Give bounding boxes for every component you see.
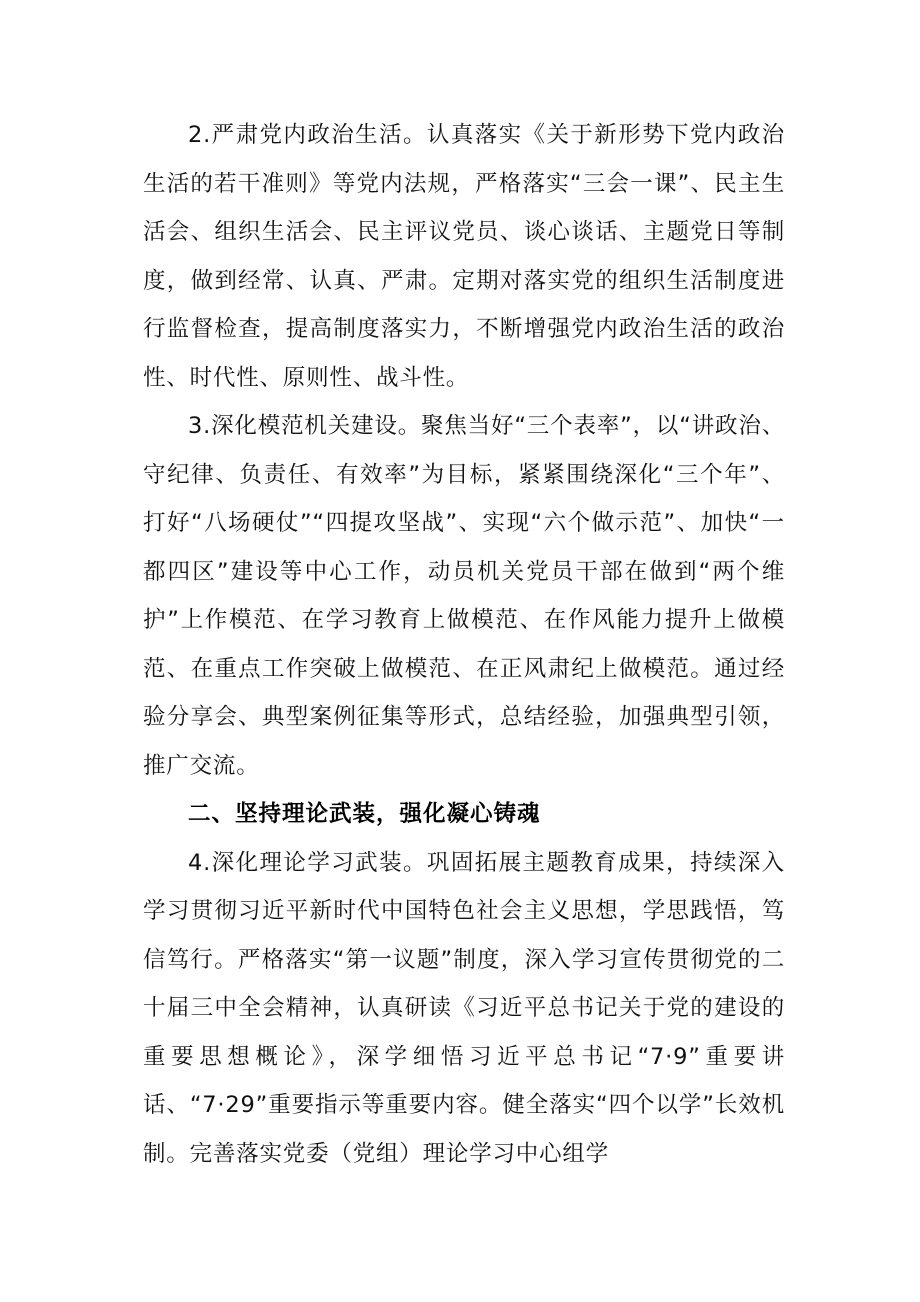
paragraph-model-organ-building: 3.深化模范机关建设。聚焦当好“三个表率”，以“讲政治、守纪律、负责任、有效率”为目标，紧紧围绕深化“三个年”、打好“八场硬仗”“四提攻坚战”、实现“六个做示范”、加快“一都四区”建设等中心工作，动员机关党员干部在做到“两个维护”上作模范、在学习教育上做模范、在作风能力提升上做模范、在重点工作突破上做模范、在正风肃纪上做模范。通过经验分享会、典型案例征集等形式，总结经验，加强典型引领，推广交流。 [143,413,785,779]
document-body [143,111,785,1178]
paragraph-strict-political-life: 2.严肃党内政治生活。认真落实《关于新形势下党内政治生活的若干准则》等党内法规，严格落实“三会一课”、民主生活会、组织生活会、民主评议党员、谈心谈话、主题党日等制度，做到经常、认真、严肃。定期对落实党的组织生活制度进行监督检查，提高制度落实力，不断增强党内政治生活的政治性、时代性、原则性、战斗性。 [143,122,785,391]
section-heading: 二、坚持理论武装，强化凝心铸魂 [188,801,541,827]
paragraph-theory-study: 4.深化理论学习武装。巩固拓展主题教育成果，持续深入学习贯彻习近平新时代中国特色社会主义思想，学思践悟，笃信笃行。严格落实“第一议题”制度，深入学习宣传贯彻党的二十届三中全会精神，认真研读《习近平总书记关于党的建设的重要思想概论》，深学细悟习近平总书记“7·9”重要讲话、“7·29”重要指示等重要内容。健全落实“四个以学”长效机制。完善落实党委（党组）理论学习中心组学 [143,849,785,1167]
